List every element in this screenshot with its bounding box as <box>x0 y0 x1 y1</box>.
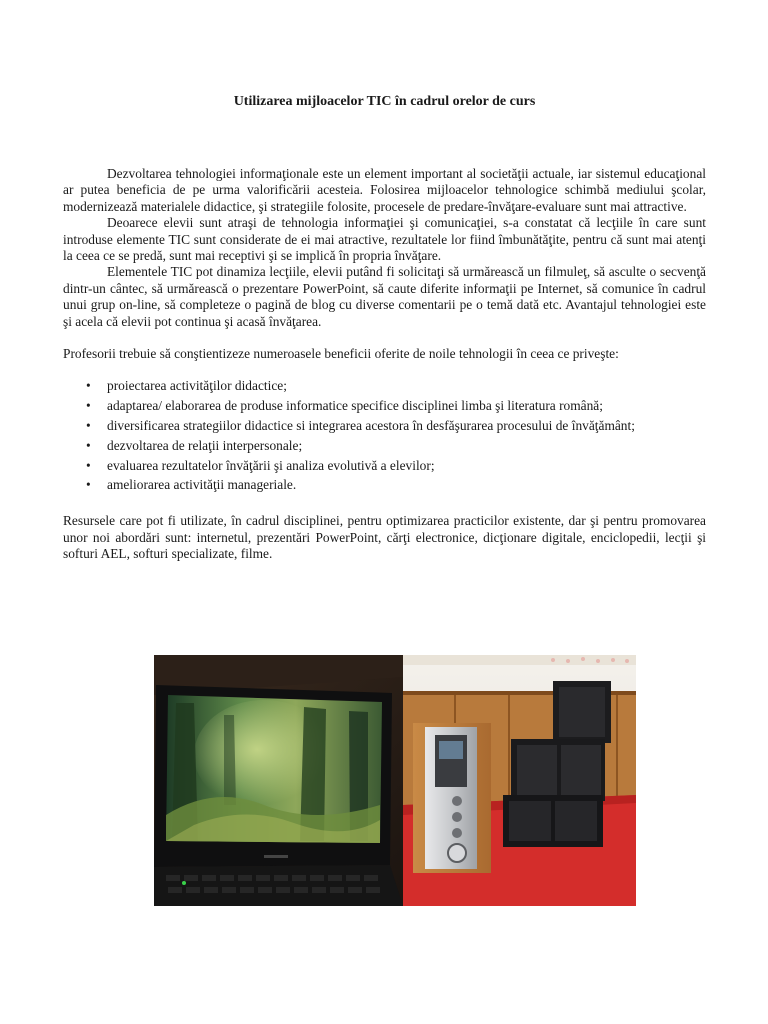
laptop-photo-icon <box>154 655 403 906</box>
photo-collage <box>154 655 636 906</box>
document-title: Utilizarea mijloacelor TIC în cadrul orelor de curs <box>233 94 536 109</box>
spacer <box>63 362 706 378</box>
paragraph-closing: Resursele care pot fi utilizate, în cadrul disciplinei, pentru optimizarea practicilor existente, dar şi pentru promovarea unor noi abordări sunt: internetul, prezentări PowerPoint, cărţi electronice, dicţionare digitale, enciclopedii, lecţii şi softuri AEL, softuri specializate, filme. <box>63 513 706 562</box>
list-item: • proiectarea activităţilor didactice; <box>107 378 706 394</box>
laptop-photo-drawing <box>154 655 403 906</box>
benefits-list <box>63 378 706 493</box>
spacer <box>63 330 706 346</box>
spacer <box>63 497 706 513</box>
audio-system-photo-icon <box>403 655 636 906</box>
paragraph-1: Dezvoltarea tehnologiei informaţionale este un element important al societăţii actuale, iar sistemul educaţional ar putea beneficia de pe urma valorificării acesteia. Folosirea mijloacelor tehnologice schimbă mediului şcolar, modernizează materialele didactice, şi strategiile folosite, procesele de predare-învăţare-evaluare sunt mai attractive. <box>63 166 706 214</box>
audio-system-photo-drawing <box>403 655 636 906</box>
paragraph-3: Elementele TIC pot dinamiza lecţiile, elevii putând fi solicitaţi să urmărească un filmuleţ, să asculte o secvenţă dintr-un cântec, să urmărească o prezentare PowerPoint, să caute diferite informaţii pe Internet, să comunice în cadrul unui grup on-line, să completeze o pagină de blog cu diverse comentarii pe o temă dată etc. Avantajul tehnologiei este şi acela că elevii pot continua şi acasă învăţarea. <box>63 264 706 329</box>
list-item: • ameliorarea activităţii manageriale. <box>107 477 706 493</box>
paragraph-intro: Profesorii trebuie să conştientizeze numeroasele beneficii oferite de noile tehnologii în ceea ce priveşte: <box>63 346 619 362</box>
list-item: • diversificarea strategiilor didactice si integrarea acestora în desfăşurarea procesului de învăţământ; <box>107 418 706 434</box>
document-body <box>63 166 706 562</box>
list-item: • adaptarea/ elaborarea de produse informatice specifice disciplinei limba şi literatura română; <box>107 398 706 414</box>
paragraph-2: Deoarece elevii sunt atraşi de tehnologia informaţiei şi comunicaţiei, s-a constatat că lecţiile în care sunt introduse elemente TIC sunt considerate de ei mai atractive, rezultatele lor fiind îmbunătăţite, pentru că sunt mai atenţi la ceea ce se predă, sunt mai receptivi şi se implică în propria învăţare. <box>63 215 706 264</box>
list-item: • dezvoltarea de relaţii interpersonale; <box>107 438 706 454</box>
list-item: • evaluarea rezultatelor învăţării şi analiza evolutivă a elevilor; <box>107 458 706 474</box>
